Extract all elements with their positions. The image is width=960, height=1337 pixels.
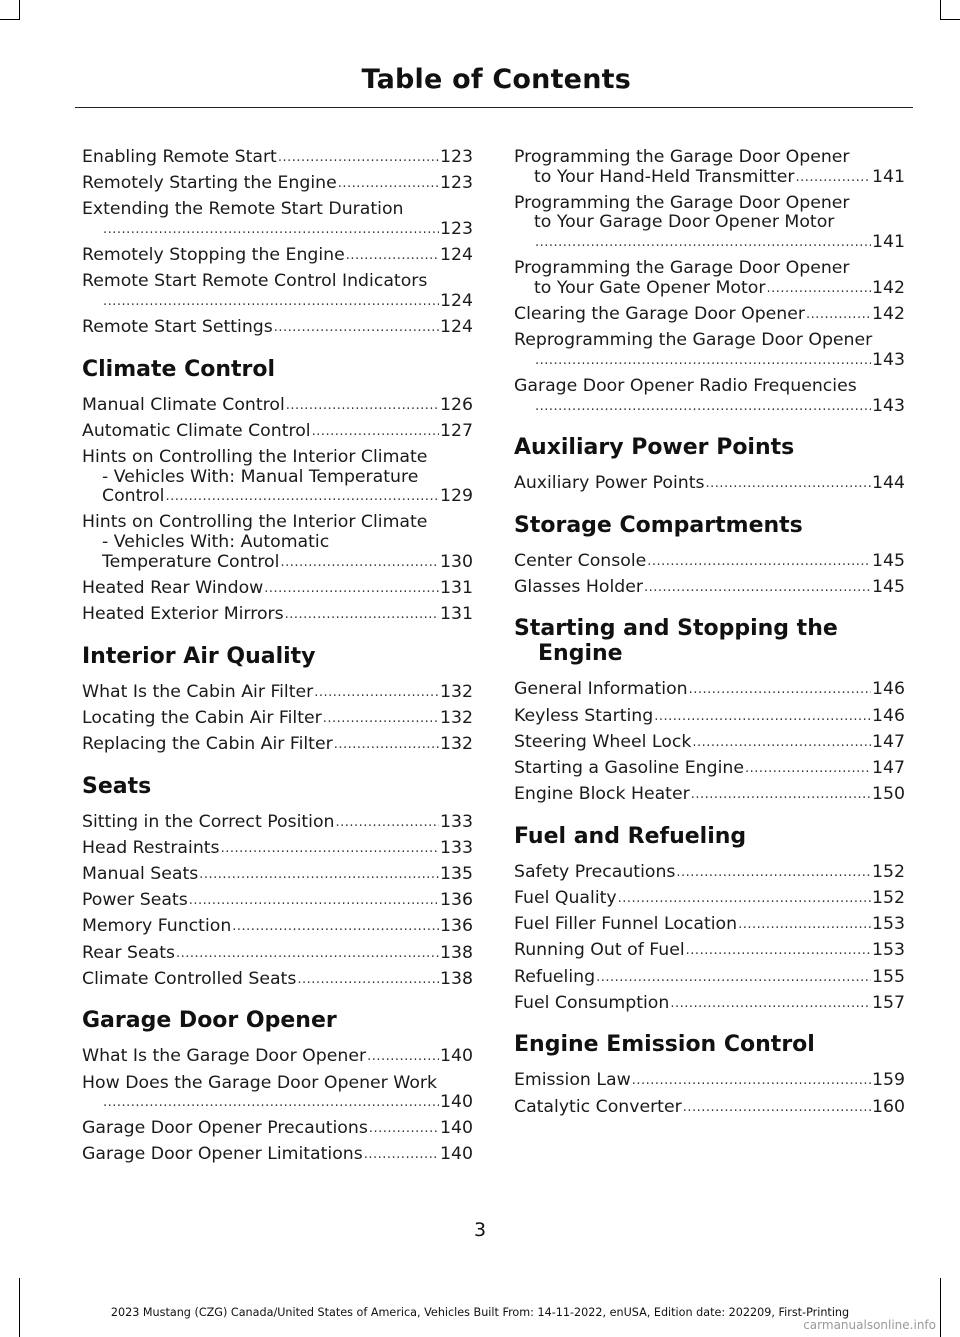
toc-entry-title: Engine Block Heater (514, 784, 690, 805)
toc-entry[interactable] (514, 259, 905, 298)
toc-entry[interactable] (82, 683, 473, 703)
toc-entry-page: 133 (440, 811, 473, 832)
toc-entry-page: 160 (872, 1096, 905, 1117)
toc-entry-title: Glasses Holder (514, 576, 643, 597)
page-header (75, 58, 913, 108)
dot-leader (535, 397, 871, 417)
toc-entry[interactable] (82, 422, 473, 442)
toc-entry-page: 124 (440, 290, 473, 311)
dot-leader (369, 1119, 439, 1139)
toc-entry[interactable] (82, 970, 473, 990)
toc-entry-title: Center Console (514, 550, 647, 571)
toc-entry-leader-line (82, 1093, 473, 1113)
toc-entry-title: Fuel Quality (514, 888, 617, 908)
toc-entry-line: Programming the Garage Door Opener (514, 192, 850, 213)
toc-entry-line: Programming the Garage Door Opener (514, 147, 850, 167)
watermark: carmanualsonline.info (803, 1318, 936, 1332)
toc-entry-title: Remotely Stopping the Engine (82, 245, 345, 266)
toc-entry-title: Rear Seats (82, 942, 176, 963)
toc-entry-page: 155 (872, 966, 905, 987)
section-title-text: Seats (82, 773, 152, 799)
toc-entry-title: Remotely Starting the Engine (82, 173, 337, 194)
footer-text: 2023 Mustang (CZG) Canada/United States of America, Vehicles Built From: 14-11-2022, enUSA, Edition date: 202209, First-Printing (110, 1306, 850, 1319)
toc-entry[interactable] (82, 944, 473, 964)
toc-entry-leader-line (514, 759, 905, 779)
toc-entry[interactable] (82, 891, 473, 911)
toc-entry[interactable] (514, 707, 905, 727)
toc-entry-leader-line (82, 553, 473, 573)
dot-leader (683, 1098, 871, 1118)
toc-entry-page: 131 (440, 577, 473, 598)
dot-leader (280, 553, 439, 573)
toc-entry-page: 124 (440, 317, 473, 338)
section-title (514, 435, 905, 460)
toc-entry[interactable] (514, 733, 905, 753)
toc-entry[interactable] (82, 605, 473, 625)
page-title: Table of Contents (361, 64, 631, 95)
toc-entry-line: Reprogramming the Garage Door Opener (514, 330, 873, 351)
dot-leader (705, 474, 871, 494)
toc-entry-leader-line (514, 733, 905, 753)
toc-entry-leader-line (82, 605, 473, 625)
toc-entry-page: 146 (872, 679, 905, 700)
toc-entry-title: Replacing the Cabin Air Filter (82, 734, 333, 754)
toc-entry-leader-line (514, 785, 905, 805)
toc-entry[interactable] (514, 941, 905, 961)
toc-entry-title: Garage Door Opener Limitations (82, 1144, 363, 1165)
toc-entry-leader-line (82, 396, 473, 416)
section-title-text: Garage Door Opener (82, 1008, 337, 1034)
toc-entry[interactable] (514, 915, 905, 935)
toc-entry-page: 138 (440, 968, 473, 989)
toc-entry[interactable] (82, 513, 473, 572)
dot-leader (686, 941, 871, 961)
toc-entry[interactable] (514, 377, 905, 416)
section-title (514, 824, 905, 849)
toc-entry[interactable] (82, 813, 473, 833)
toc-entry[interactable] (514, 578, 905, 598)
toc-entry-page: 145 (872, 550, 905, 571)
toc-entry-leader-line (82, 813, 473, 833)
toc-entry-leader-line (514, 1071, 905, 1091)
crop-mark-top-right-h (940, 19, 960, 20)
toc-entry-line: - Vehicles With: Manual Temperature (102, 466, 419, 487)
toc-entry[interactable] (514, 863, 905, 883)
section-title-text: Engine Emission Control (514, 1032, 815, 1058)
toc-entry[interactable] (82, 174, 473, 194)
dot-leader (336, 813, 440, 833)
section-title-text: Climate Control (82, 356, 276, 382)
toc-entry-page: 142 (872, 303, 905, 324)
toc-entry-leader-line (82, 579, 473, 599)
toc-entry-page: 140 (440, 1046, 473, 1067)
toc-entry[interactable] (82, 1047, 473, 1067)
toc-entry-leader-line (82, 422, 473, 442)
toc-entry[interactable] (514, 148, 905, 187)
toc-entry[interactable] (82, 579, 473, 599)
toc-entry-title: Clearing the Garage Door Opener (514, 303, 805, 324)
toc-entry-page: 135 (440, 863, 473, 884)
toc-entry-title: Enabling Remote Start (82, 147, 277, 167)
toc-entry-page: 141 (872, 166, 905, 187)
toc-entry-leader-line (82, 1145, 473, 1165)
toc-entry-line: to Your Garage Door Opener Motor (534, 212, 835, 233)
toc-entry-page: 124 (440, 245, 473, 266)
dot-leader (199, 865, 439, 885)
toc-entry-page: 157 (872, 992, 905, 1013)
dot-leader (654, 707, 871, 727)
page-number: 3 (473, 1219, 487, 1241)
dot-leader (647, 552, 871, 572)
toc-entry-page: 131 (440, 604, 473, 625)
crop-mark-top-left-h (0, 19, 20, 20)
toc-entry-leader-line (82, 246, 473, 266)
toc-entry-page: 136 (440, 890, 473, 911)
toc-entry-page: 147 (872, 731, 905, 752)
toc-entry-title: Refueling (514, 966, 596, 987)
dot-leader (346, 246, 439, 266)
toc-entry-page: 138 (440, 942, 473, 963)
toc-entry-title: General Information (514, 679, 688, 700)
toc-entry-page: 143 (872, 395, 905, 416)
toc-entry-page: 144 (872, 473, 905, 494)
toc-entry-leader-line (514, 552, 905, 572)
toc-entry[interactable] (514, 194, 905, 253)
toc-entry[interactable] (514, 759, 905, 779)
toc-entry-title: Temperature Control (102, 551, 280, 572)
toc-left-column (82, 148, 473, 1172)
toc-entry[interactable] (514, 1071, 905, 1091)
toc-entry[interactable] (82, 272, 473, 311)
toc-entry[interactable] (82, 396, 473, 416)
toc-entry-leader-line (82, 148, 473, 168)
toc-entry-leader-line (82, 220, 473, 240)
dot-leader (264, 579, 439, 599)
dot-leader (596, 968, 871, 988)
dot-leader (367, 1047, 439, 1067)
toc-entry-line: - Vehicles With: Automatic (102, 532, 330, 553)
toc-entry[interactable] (82, 865, 473, 885)
dot-leader (795, 168, 871, 188)
toc-entry-page: 140 (440, 1092, 473, 1113)
toc-entry[interactable] (514, 994, 905, 1014)
dot-leader (670, 994, 871, 1014)
toc-entry-leader-line (82, 944, 473, 964)
toc-entry-page: 130 (440, 551, 473, 572)
toc-entry-title: Garage Door Opener Precautions (82, 1118, 368, 1139)
toc-entry-leader-line (514, 968, 905, 988)
toc-entry-leader-line (514, 915, 905, 935)
toc-entry-title: Control (102, 486, 165, 507)
toc-entry-page: 129 (440, 486, 473, 507)
toc-entry-title: Climate Controlled Seats (82, 968, 297, 989)
dot-leader (221, 839, 439, 859)
toc-entry-leader-line (514, 233, 905, 253)
toc-entry-page: 141 (872, 231, 905, 252)
dot-leader (103, 292, 439, 312)
toc-entry-page: 140 (440, 1144, 473, 1165)
toc-entry-leader-line (82, 891, 473, 911)
toc-entry-title: to Your Gate Opener Motor (534, 277, 766, 298)
toc-entry[interactable] (82, 148, 473, 168)
dot-leader (189, 891, 439, 911)
crop-mark-top-left (19, 0, 20, 20)
toc-entry-leader-line (514, 279, 905, 299)
toc-entry[interactable] (82, 1145, 473, 1165)
dot-leader (297, 970, 439, 990)
toc-entry-leader-line (82, 1047, 473, 1067)
toc-entry-leader-line (82, 970, 473, 990)
toc-entry[interactable] (82, 1119, 473, 1139)
toc-entry-leader-line (82, 174, 473, 194)
toc-entry[interactable] (82, 318, 473, 338)
toc-entry[interactable] (514, 785, 905, 805)
section-title-continuation: Engine (538, 641, 623, 667)
dot-leader (676, 863, 871, 883)
toc-entry-page: 136 (440, 916, 473, 937)
toc-entry[interactable] (514, 1098, 905, 1118)
toc-entry-page: 142 (872, 277, 905, 298)
section-title (514, 1032, 905, 1057)
toc-entry-title: Running Out of Fuel (514, 940, 685, 961)
toc-entry-leader-line (514, 1098, 905, 1118)
toc-entry[interactable] (82, 246, 473, 266)
toc-entry[interactable] (82, 1074, 473, 1113)
dot-leader (165, 487, 439, 507)
toc-entry[interactable] (82, 709, 473, 729)
toc-entry-page: 127 (440, 420, 473, 441)
toc-entry-title: Fuel Consumption (514, 992, 670, 1013)
toc-entry-title: Manual Seats (82, 863, 199, 884)
dot-leader (535, 233, 871, 253)
toc-entry-line: Programming the Garage Door Opener (514, 258, 850, 279)
dot-leader (286, 396, 439, 416)
section-title-text: Interior Air Quality (82, 643, 316, 669)
dot-leader (745, 759, 871, 779)
section-title (82, 1008, 473, 1033)
toc-entry-title: Auxiliary Power Points (514, 473, 705, 494)
dot-leader (806, 305, 871, 325)
dot-leader (338, 174, 439, 194)
toc-entry-page: 123 (440, 218, 473, 239)
toc-entry[interactable] (514, 889, 905, 909)
dot-leader (103, 1093, 439, 1113)
toc-entry[interactable] (514, 305, 905, 325)
dot-leader (738, 915, 871, 935)
toc-entry-title: to Your Hand-Held Transmitter (534, 166, 795, 187)
toc-entry-title: What Is the Garage Door Opener (82, 1046, 367, 1067)
section-title-text: Auxiliary Power Points (514, 435, 795, 461)
section-title-text: Starting and Stopping the (514, 616, 838, 642)
toc-entry[interactable] (514, 680, 905, 700)
toc-entry-leader-line (82, 709, 473, 729)
toc-entry-title: Locating the Cabin Air Filter (82, 707, 322, 728)
toc-entry-leader-line (82, 683, 473, 703)
toc-entry-title: Emission Law (514, 1070, 631, 1091)
toc-entry-page: 143 (872, 349, 905, 370)
toc-entry-title: Heated Exterior Mirrors (82, 604, 284, 625)
toc-entry-line: Hints on Controlling the Interior Climate (82, 447, 428, 468)
toc-entry[interactable] (514, 552, 905, 572)
toc-entry-title: Sitting in the Correct Position (82, 811, 335, 832)
toc-entry-page: 153 (872, 940, 905, 961)
toc-entry-line: Garage Door Opener Radio Frequencies (514, 375, 857, 396)
toc-entry-leader-line (514, 305, 905, 325)
toc-entry-leader-line (82, 318, 473, 338)
toc-entry-title: Keyless Starting (514, 705, 654, 726)
toc-entry-leader-line (82, 487, 473, 507)
dot-leader (323, 709, 439, 729)
toc-entry-leader-line (82, 1119, 473, 1139)
dot-leader (176, 944, 439, 964)
toc-entry-page: 152 (872, 861, 905, 882)
dot-leader (334, 735, 439, 755)
toc-entry-line: How Does the Garage Door Opener Work (82, 1072, 438, 1093)
toc-entry[interactable] (82, 839, 473, 859)
toc-entry-title: Starting a Gasoline Engine (514, 758, 744, 779)
toc-entry-leader-line (82, 735, 473, 755)
toc-entry-page: 132 (440, 707, 473, 728)
toc-entry-leader-line (514, 397, 905, 417)
toc-entry-leader-line (82, 917, 473, 937)
toc-entry-page: 132 (440, 681, 473, 702)
section-title-text: Storage Compartments (514, 512, 803, 538)
toc-entry-page: 133 (440, 837, 473, 858)
toc-entry[interactable] (514, 331, 905, 370)
toc-entry-title: Steering Wheel Lock (514, 731, 692, 752)
toc-entry-title: Manual Climate Control (82, 394, 285, 415)
dot-leader (632, 1071, 871, 1091)
dot-leader (766, 279, 871, 299)
toc-entry-title: Catalytic Converter (514, 1096, 682, 1117)
toc-entry-page: 159 (872, 1070, 905, 1091)
toc-entry-page: 147 (872, 758, 905, 779)
toc-entry-leader-line (514, 889, 905, 909)
toc-entry-title: Power Seats (82, 890, 188, 911)
toc-entry[interactable] (82, 735, 473, 755)
toc-entry-page: 126 (440, 394, 473, 415)
toc-entry-page: 123 (440, 147, 473, 167)
dot-leader (689, 680, 871, 700)
dot-leader (312, 422, 439, 442)
toc-entry-leader-line (514, 707, 905, 727)
toc-entry-page: 152 (872, 888, 905, 908)
toc-entry-title: Head Restraints (82, 837, 220, 858)
toc-entry-page: 132 (440, 734, 473, 754)
toc-entry-title: Memory Function (82, 916, 232, 937)
toc-entry-leader-line (82, 865, 473, 885)
dot-leader (535, 351, 871, 371)
toc-entry-title: Automatic Climate Control (82, 420, 311, 441)
section-title-text: Fuel and Refueling (514, 823, 747, 849)
toc-entry-page: 140 (440, 1118, 473, 1139)
toc-entry-leader-line (514, 168, 905, 188)
toc-entry-title: Remote Start Settings (82, 317, 273, 338)
dot-leader (644, 578, 871, 598)
section-title (82, 774, 473, 799)
section-title (82, 357, 473, 382)
dot-leader (364, 1145, 439, 1165)
toc-entry-leader-line (514, 863, 905, 883)
toc-entry-title: Safety Precautions (514, 861, 676, 882)
dot-leader (691, 785, 871, 805)
toc-entry-line: Hints on Controlling the Interior Climate (82, 512, 428, 533)
crop-mark-top-right (940, 0, 941, 20)
dot-leader (278, 148, 439, 168)
toc-entry[interactable] (82, 448, 473, 507)
dot-leader (314, 683, 439, 703)
toc-entry-page: 153 (872, 914, 905, 935)
toc-entry[interactable] (82, 917, 473, 937)
dot-leader (232, 917, 439, 937)
toc-entry-leader-line (514, 941, 905, 961)
toc-entry-page: 123 (440, 173, 473, 194)
dot-leader (103, 220, 439, 240)
toc-entry[interactable] (514, 968, 905, 988)
toc-entry-line: Remote Start Remote Control Indicators (82, 271, 428, 292)
toc-entry[interactable] (82, 200, 473, 239)
toc-entry-leader-line (514, 994, 905, 1014)
toc-right-column (514, 148, 905, 1124)
toc-entry-line: Extending the Remote Start Duration (82, 199, 404, 220)
dot-leader (285, 605, 439, 625)
toc-entry-leader-line (514, 680, 905, 700)
toc-entry-title: Heated Rear Window (82, 577, 264, 598)
toc-entry-leader-line (514, 474, 905, 494)
toc-entry-title: What Is the Cabin Air Filter (82, 681, 314, 702)
toc-entry-page: 146 (872, 705, 905, 726)
toc-entry-title: Fuel Filler Funnel Location (514, 914, 738, 935)
toc-entry-leader-line (82, 839, 473, 859)
section-title (82, 644, 473, 669)
dot-leader (618, 889, 871, 909)
toc-entry-page: 150 (872, 784, 905, 805)
toc-entry-leader-line (514, 578, 905, 598)
section-title (514, 616, 905, 666)
toc-entry-leader-line (82, 292, 473, 312)
toc-entry[interactable] (514, 474, 905, 494)
dot-leader (692, 733, 871, 753)
toc-entry-page: 145 (872, 576, 905, 597)
toc-entry-leader-line (514, 351, 905, 371)
section-title (514, 513, 905, 538)
dot-leader (274, 318, 439, 338)
